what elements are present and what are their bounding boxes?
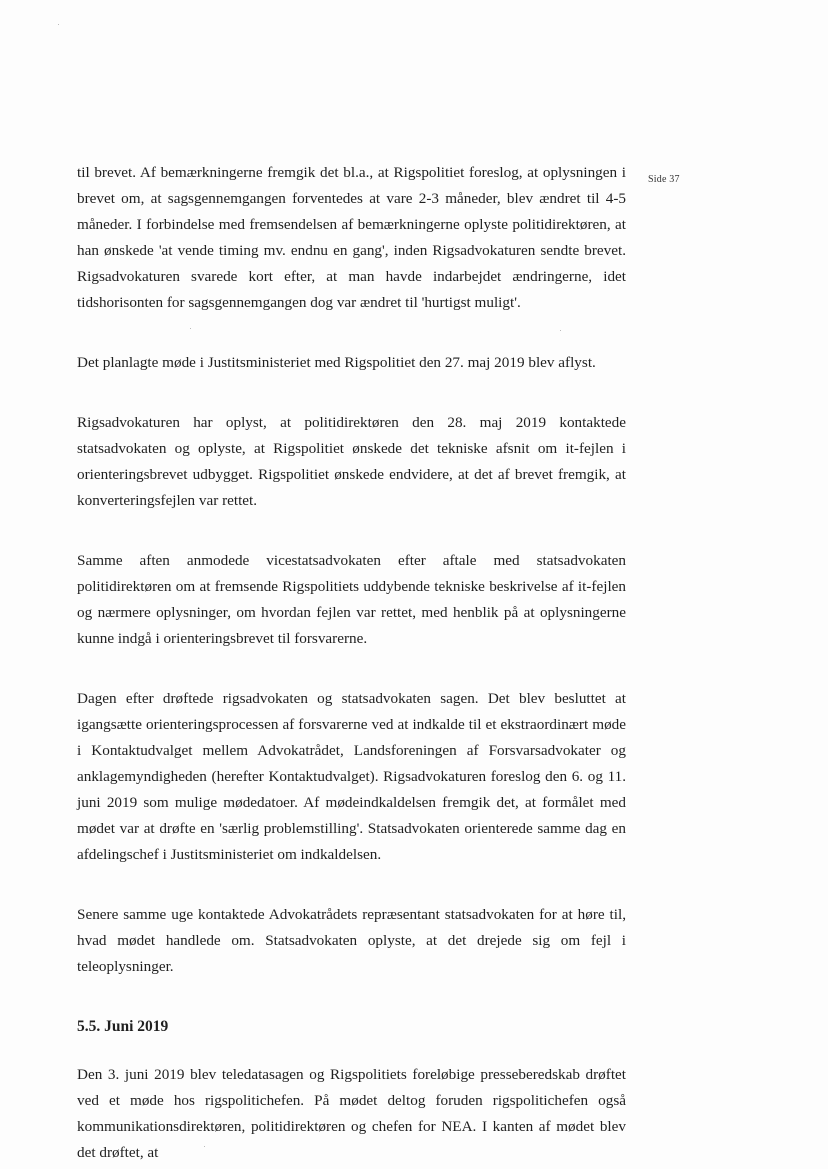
section-heading: 5.5. Juni 2019: [77, 1018, 169, 1035]
page-number-label: Side 37: [648, 174, 680, 185]
paragraph-5: Dagen efter drøftede rigsadvokaten og statsadvokaten sagen. Det blev besluttet at igangsætte orienteringsprocessen af forsvarerne ved at indkalde til et ekstraordinært møde i Kontaktudvalget mellem Advokatrådet, Landsforeningen af Forsvarsadvokater og anklagemyndigheden (herefter Kontaktudvalget). Rigsadvokaturen foreslog den 6. og 11. juni 2019 som mulige mødedatoer. Af mødeindkaldelsen fremgik det, at formålet med mødet var at drøfte en 'særlig problemstilling'. Statsadvokaten orienterede samme dag en afdelingschef i Justitsministeriet om indkaldelsen.: [77, 690, 626, 863]
scan-speck: [190, 328, 191, 329]
paragraph-1: til brevet. Af bemærkningerne fremgik det bl.a., at Rigspolitiet foreslog, at oplysningen i brevet om, at sagsgennemgangen forventedes at vare 2-3 måneder, blev ændret til 4-5 måneder. I forbindelse med fremsendelsen af bemærkningerne oplyste politidirektøren, at han ønskede 'at vende timing mv. endnu en gang', inden Rigsadvokaturen sendte brevet. Rigsadvokaturen svarede kort efter, at man havde indarbejdet ændringerne, idet tidshorisonten for sagsgennemgangen dog var ændret til 'hurtigst muligt'.: [77, 164, 626, 311]
document-body: [77, 160, 626, 1166]
paragraph-4: Samme aften anmodede vicestatsadvokaten efter aftale med statsadvokaten politidirektøren om at fremsende Rigspolitiets uddybende tekniske beskrivelse af it-fejlen og nærmere oplysninger, om hvordan fejlen var rettet, med henblik på at oplysningerne kunne indgå i orienteringsbrevet til forsvarerne.: [77, 552, 626, 647]
paragraph-6: Senere samme uge kontaktede Advokatrådets repræsentant statsadvokaten for at høre til, hvad mødet handlede om. Statsadvokaten oplyste, at det drejede sig om fejl i teleoplysninger.: [77, 906, 626, 975]
section-paragraph: Den 3. juni 2019 blev teledatasagen og Rigspolitiets foreløbige presseberedskab drøftet ved et møde hos rigspolitichefen. På mødet deltog foruden rigspolitichefen også kommunikationsdirektøren, politidirektøren og chefen for NEA. I kanten af mødet blev det drøftet, at: [77, 1066, 626, 1161]
paragraph-2: Det planlagte møde i Justitsministeriet med Rigspolitiet den 27. maj 2019 blev aflyst.: [77, 354, 596, 371]
paragraph-3: Rigsadvokaturen har oplyst, at politidirektøren den 28. maj 2019 kontaktede statsadvokaten og oplyste, at Rigspolitiet ønskede det tekniske afsnit om it-fejlen i orienteringsbrevet udbygget. Rigspolitiet ønskede endvidere, at det af brevet fremgik, at konverteringsfejlen var rettet.: [77, 414, 626, 509]
scan-speck: [204, 1146, 205, 1147]
scan-speck: [58, 24, 59, 25]
scan-speck: [560, 330, 561, 331]
